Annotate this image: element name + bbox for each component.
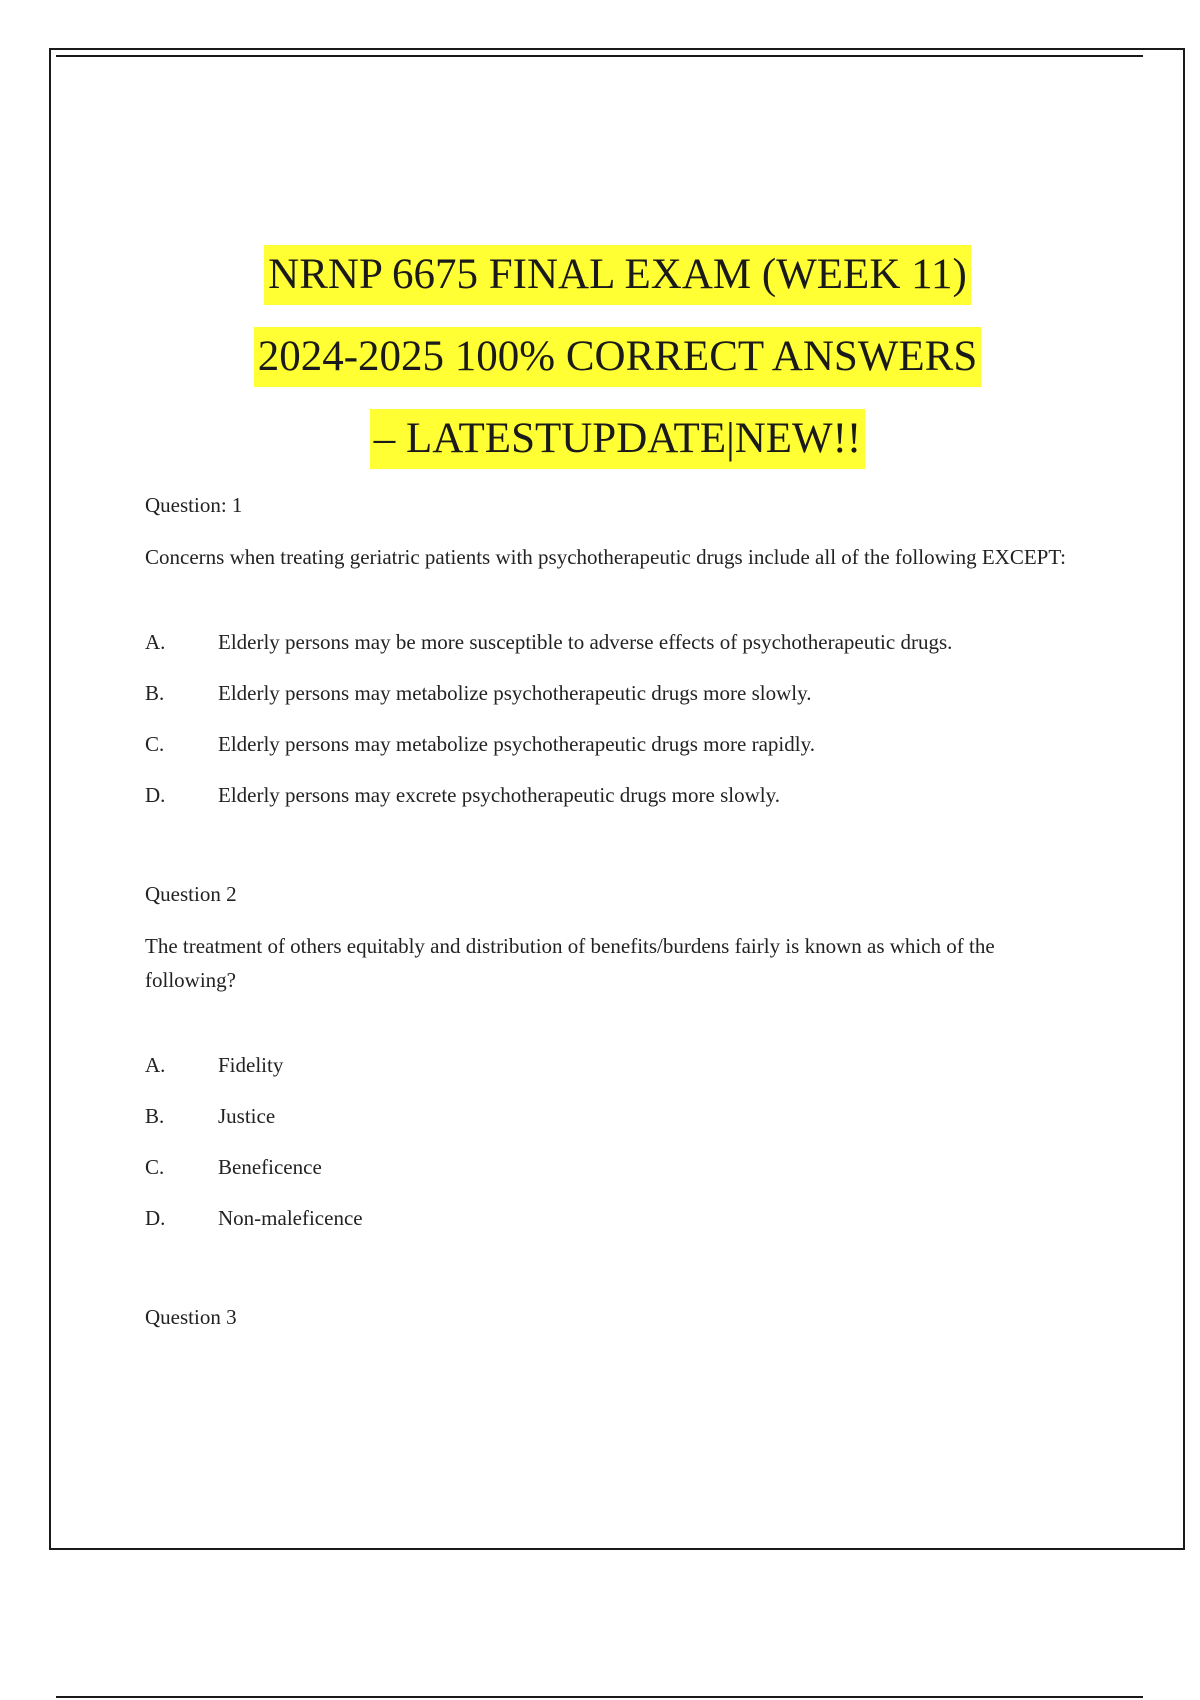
- question-text: The treatment of others equitably and distribution of benefits/burdens fairly is known as which of the following?: [145, 934, 995, 992]
- option-text: Elderly persons may metabolize psychotherapeutic drugs more rapidly.: [218, 732, 815, 756]
- option-letter: C.: [145, 732, 165, 756]
- answer-option-a: [145, 1050, 1085, 1101]
- question-label: Question 3: [145, 1305, 237, 1329]
- question-text: Concerns when treating geriatric patients with psychotherapeutic drugs include all of the following EXCEPT:: [145, 545, 1066, 569]
- document-title: [0, 245, 1200, 491]
- question-2: [145, 879, 1085, 1254]
- title-line-3: – LATESTUPDATE|NEW!!: [370, 409, 866, 469]
- option-text: Non-maleficence: [218, 1206, 363, 1230]
- question-label: Question 2: [145, 882, 237, 906]
- option-text: Justice: [218, 1104, 276, 1128]
- answer-option-b: [145, 1101, 1085, 1152]
- option-text: Fidelity: [218, 1053, 284, 1077]
- option-letter: D.: [145, 1206, 166, 1230]
- option-text: Elderly persons may excrete psychotherapeutic drugs more slowly.: [218, 783, 780, 807]
- option-letter: B.: [145, 1104, 165, 1128]
- answer-option-c: [145, 729, 1085, 780]
- exam-content: [145, 490, 1085, 1332]
- title-line-1: NRNP 6675 FINAL EXAM (WEEK 11): [264, 245, 971, 305]
- answer-option-a: [145, 627, 1085, 678]
- option-text: Elderly persons may metabolize psychotherapeutic drugs more slowly.: [218, 681, 812, 705]
- title-line-2: 2024-2025 100% CORRECT ANSWERS: [254, 327, 982, 387]
- option-letter: A.: [145, 1053, 166, 1077]
- bottom-rule: [56, 1696, 1143, 1698]
- option-letter: B.: [145, 681, 165, 705]
- option-letter: C.: [145, 1155, 165, 1179]
- answer-options: [145, 627, 1085, 831]
- answer-option-c: [145, 1152, 1085, 1203]
- answer-option-b: [145, 678, 1085, 729]
- question-label: Question: 1: [145, 493, 243, 517]
- answer-options: [145, 1050, 1085, 1254]
- question-1: [145, 490, 1085, 831]
- option-letter: A.: [145, 630, 166, 654]
- answer-option-d: [145, 1203, 1085, 1254]
- option-text: Beneficence: [218, 1155, 322, 1179]
- question-3: [145, 1302, 1085, 1332]
- option-text: Elderly persons may be more susceptible to adverse effects of psychotherapeutic drugs.: [218, 630, 953, 654]
- answer-option-d: [145, 780, 1085, 831]
- option-letter: D.: [145, 783, 166, 807]
